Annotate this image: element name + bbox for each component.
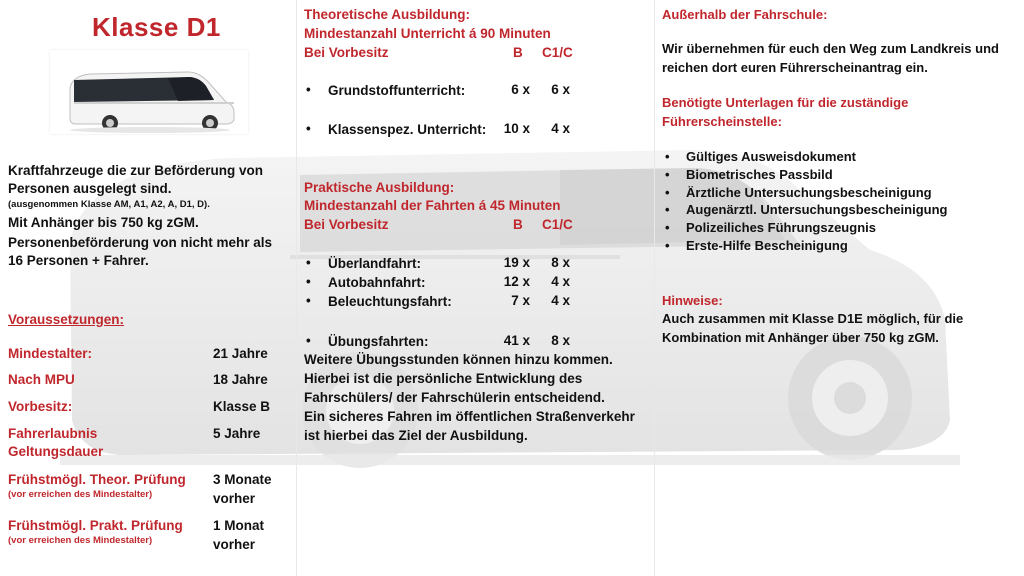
description-line: Kraftfahrzeuge die zur Beförderung von — [8, 163, 264, 178]
van-photo — [50, 50, 248, 134]
theory-heading: Theoretische Ausbildung: — [304, 7, 471, 22]
req-sublabel: (vor erreichen des Mindestalter) — [8, 535, 153, 546]
service-text-line: reichen dort euren Führerscheinantrag ein. — [662, 60, 928, 75]
column-header-c: C1/C — [542, 45, 573, 60]
list-item: • Ärztliche Untersuchungsbescheinigung — [662, 185, 947, 203]
documents-heading: Benötigte Unterlagen für die zuständige — [662, 95, 909, 110]
column-divider — [296, 0, 297, 576]
column-divider — [654, 0, 655, 576]
req-sublabel: (vor erreichen des Mindestalter) — [8, 489, 153, 500]
bullet: • — [306, 121, 311, 136]
training-note-line: Hierbei ist die persönliche Entwicklung des — [304, 371, 583, 386]
practice-row-label: Überlandfahrt: — [328, 256, 422, 271]
page-title: Klasse D1 — [92, 12, 221, 42]
practice-heading: Praktische Ausbildung: — [304, 180, 455, 195]
req-label: Nach MPU — [8, 372, 75, 387]
theory-row-b: 10 x — [503, 121, 530, 136]
practice-row-b: 19 x — [503, 255, 530, 270]
theory-row-b: 6 x — [511, 82, 530, 97]
training-note-line: ist hierbei das Ziel der Ausbildung. — [304, 428, 528, 443]
theory-row-c: 6 x — [551, 82, 570, 97]
list-item: • Gültiges Ausweisdokument — [662, 149, 947, 167]
req-value-line2: vorher — [213, 491, 256, 506]
theory-row-c: 4 x — [551, 121, 570, 136]
req-value-line2: vorher — [213, 537, 256, 552]
practice-row-label: Übungsfahrten: — [328, 334, 429, 349]
bullet: • — [306, 274, 311, 289]
vorbesitz-label: Bei Vorbesitz — [304, 45, 389, 60]
column-header-b: B — [513, 217, 523, 232]
practice-row-b: 41 x — [503, 333, 530, 348]
practice-row-b: 12 x — [503, 274, 530, 289]
description-line: Mit Anhänger bis 750 kg zGM. — [8, 215, 199, 230]
description-line: Personen ausgelegt sind. — [8, 181, 172, 196]
req-value: 18 Jahre — [213, 372, 268, 387]
req-label: Frühstmögl. Prakt. Prüfung — [8, 518, 183, 533]
practice-row-label: Beleuchtungsfahrt: — [328, 294, 452, 309]
req-label: Mindestalter: — [8, 346, 93, 361]
req-value: Klasse B — [213, 399, 271, 414]
bullet: • — [306, 255, 311, 270]
theory-row-label: Grundstoffunterricht: — [328, 83, 466, 98]
bullet: • — [306, 82, 311, 97]
documents-heading-line2: Führerscheinstelle: — [662, 114, 782, 129]
hint-text-line: Auch zusammen mit Klasse D1E möglich, für die — [662, 311, 964, 326]
service-text-line: Wir übernehmen für euch den Weg zum Landkreis und — [662, 41, 999, 56]
outside-school-heading: Außerhalb der Fahrschule: — [662, 7, 828, 22]
column-header-c: C1/C — [542, 217, 573, 232]
practice-subheading: Mindestanzahl der Fahrten á 45 Minuten — [304, 198, 561, 213]
req-value: 3 Monate — [213, 472, 272, 487]
training-note-line: Ein sicheres Fahren im öffentlichen Straßenverkehr — [304, 409, 635, 424]
practice-row-c: 8 x — [551, 255, 570, 270]
practice-row-b: 7 x — [511, 293, 530, 308]
practice-row-c: 8 x — [551, 333, 570, 348]
vorbesitz-label: Bei Vorbesitz — [304, 217, 389, 232]
description-line: Personenbeförderung von nicht mehr als — [8, 235, 273, 250]
bullet: • — [306, 333, 311, 348]
req-label: Fahrerlaubnis — [8, 426, 98, 441]
req-label: Frühstmögl. Theor. Prüfung — [8, 472, 186, 487]
description-line: 16 Personen + Fahrer. — [8, 253, 149, 268]
practice-row-label: Autobahnfahrt: — [328, 275, 426, 290]
req-label-line2: Geltungsdauer — [8, 444, 104, 459]
list-item: • Erste-Hilfe Bescheinigung — [662, 238, 947, 256]
hint-text-line: Kombination mit Anhänger über 750 kg zGM. — [662, 330, 939, 345]
theory-row-label: Klassenspez. Unterricht: — [328, 122, 487, 137]
documents-list — [662, 149, 947, 256]
practice-row-c: 4 x — [551, 293, 570, 308]
training-note-line: Fahrschülers/ der Fahrschülerin entscheidend. — [304, 390, 605, 405]
requirements-heading: Voraussetzungen: — [8, 312, 125, 327]
description-exception: (ausgenommen Klasse AM, A1, A2, A, D1, D). — [8, 199, 210, 210]
list-item: • Augenärztl. Untersuchungsbescheinigung — [662, 202, 947, 220]
minibus-image — [50, 50, 248, 134]
hints-heading: Hinweise: — [662, 293, 723, 308]
list-item: • Polizeiliches Führungszeugnis — [662, 220, 947, 238]
training-note-line: Weitere Übungsstunden können hinzu kommen. — [304, 352, 613, 367]
list-item: • Biometrisches Passbild — [662, 167, 947, 185]
theory-subheading: Mindestanzahl Unterricht á 90 Minuten — [304, 26, 551, 41]
req-value: 5 Jahre — [213, 426, 261, 441]
req-label: Vorbesitz: — [8, 399, 73, 414]
bullet: • — [306, 293, 311, 308]
req-value: 21 Jahre — [213, 346, 268, 361]
req-value: 1 Monat — [213, 518, 265, 533]
practice-row-c: 4 x — [551, 274, 570, 289]
column-header-b: B — [513, 45, 523, 60]
